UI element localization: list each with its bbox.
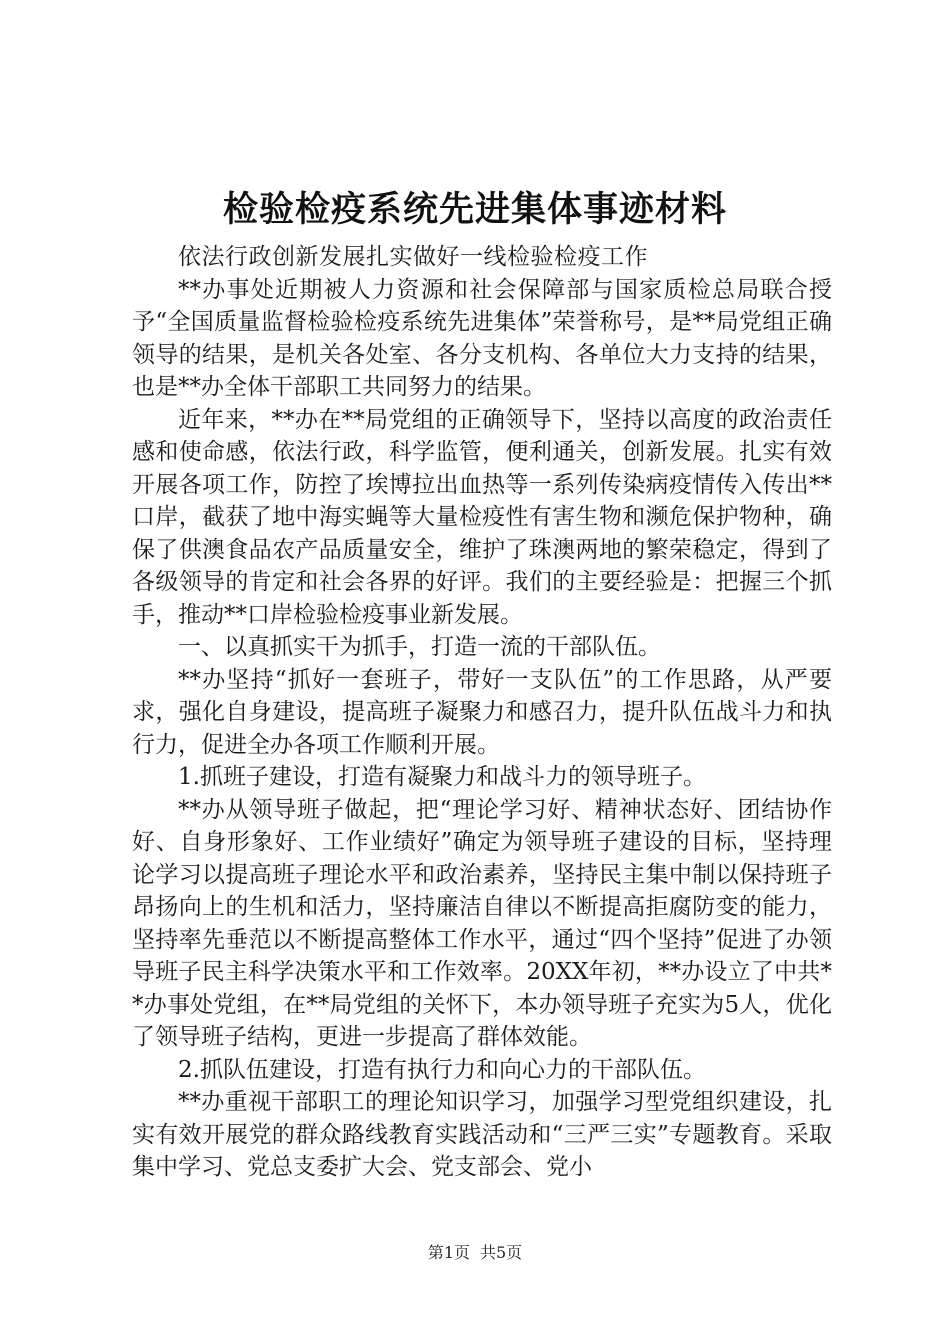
page-number: 第1页 (427, 1243, 470, 1262)
document-body (132, 241, 832, 1184)
page-total: 共5页 (480, 1243, 523, 1262)
subsection-heading: 1.抓班子建设，打造有凝聚力和战斗力的领导班子。 (178, 764, 706, 790)
paragraph: 近年来，**办在**局党组的正确领导下，坚持以高度的政治责任感和使命感，依法行政，科学监管，便利通关，创新发展。扎实有效开展各项工作，防控了埃博拉出血热等一系列传染病疫情传入传出**口岸，截获了地中海实蝇等大量检疫性有害生物和濒危保护物种，确保了供澳食品农产品质量安全，维护了珠澳两地的繁荣稳定，得到了各级领导的肯定和社会各界的好评。我们的主要经验是：把握三个抓手，推动**口岸检验检疫事业新发展。 (132, 406, 832, 628)
document-subtitle: 依法行政创新发展扎实做好一线检验检疫工作 (178, 244, 648, 270)
document-title: 检验检疫系统先进集体事迹材料 (222, 189, 727, 230)
page-footer (0, 1242, 950, 1264)
paragraph: **办事处近期被人力资源和社会保障部与国家质检总局联合授予“全国质量监督检验检疫系统先进集体”荣誉称号，是**局党组正确领导的结果，是机关各处室、各分支机构、各单位大力支持的结果，也是**办全体干部职工共同努力的结果。 (132, 276, 832, 400)
subsection-heading: 2.抓队伍建设，打造有执行力和向心力的干部队伍。 (178, 1056, 706, 1083)
paragraph: **办从领导班子做起，把“理论学习好、精神状态好、团结协作好、自身形象好、工作业绩好”确定为领导班子建设的目标，坚持理论学习以提高班子理论水平和政治素养，坚持民主集中制以保持班子昂扬向上的生机和活力，坚持廉洁自律以不断提高拒腐防变的能力，坚持率先垂范以不断提高整体工作水平，通过“四个坚持”促进了办领导班子民主科学决策水平和工作效率。20XX年初，**办设立了中共**办事处党组，在**局党组的关怀下，本办领导班子充实为5人，优化了领导班子结构，更进一步提高了群体效能。 (132, 796, 832, 1050)
paragraph: **办重视干部职工的理论知识学习，加强学习型党组织建设，扎实有效开展党的群众路线教育实践活动和“三严三实”专题教育。采取集中学习、党总支委扩大会、党支部会、党小 (132, 1089, 832, 1180)
section-heading: 一、以真抓实干为抓手，打造一流的干部队伍。 (178, 634, 661, 660)
paragraph: **办坚持“抓好一套班子，带好一支队伍”的工作思路，从严要求，强化自身建设，提高班子凝聚力和感召力，提升队伍战斗力和执行力，促进全办各项工作顺利开展。 (132, 666, 832, 758)
